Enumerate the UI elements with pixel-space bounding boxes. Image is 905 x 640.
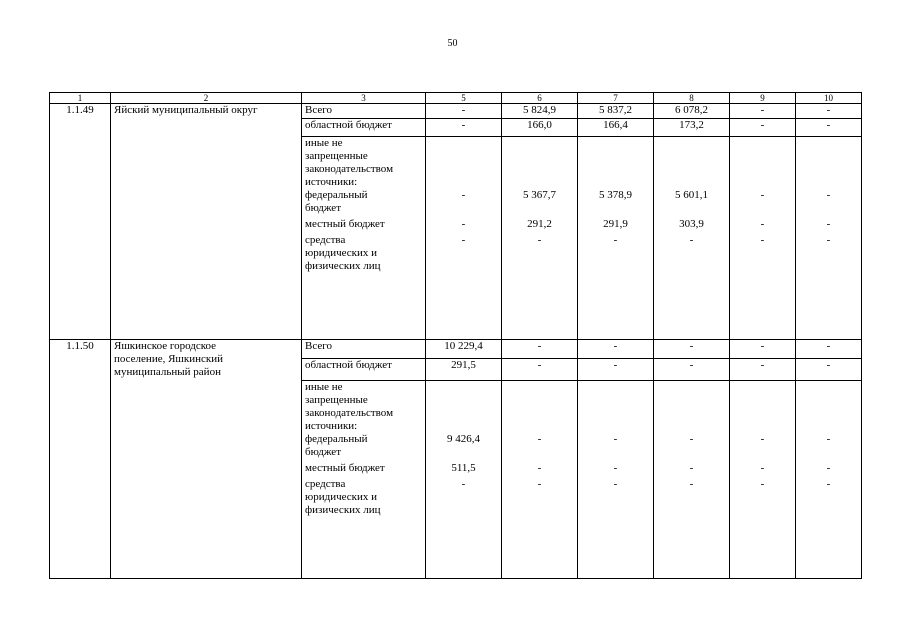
local-value: - (760, 462, 765, 474)
federal-value: 5 378,9 (599, 189, 632, 201)
row-name-line: Яйский муниципальный округ (114, 104, 258, 116)
total-value (796, 104, 862, 119)
column-header: 3 (302, 93, 426, 104)
regional-value (502, 359, 578, 381)
total-value (502, 104, 578, 119)
table-row (50, 340, 862, 359)
sources-value-cell (426, 381, 502, 579)
regional-label (302, 359, 426, 381)
federal-value: - (826, 189, 831, 201)
other-sources-line: источники: (305, 420, 358, 432)
local-value: - (461, 218, 466, 230)
legal-value: - (826, 478, 831, 490)
budget-table (49, 92, 862, 579)
other-sources-line: запрещенные (305, 150, 368, 162)
regional-value (796, 359, 862, 381)
total-value-text: - (760, 104, 765, 116)
regional-value (730, 119, 796, 137)
regional-value (796, 119, 862, 137)
column-header: 7 (578, 93, 654, 104)
legal-label-line: физических лиц (305, 504, 381, 516)
total-value-text: - (613, 340, 618, 352)
federal-value: 9 426,4 (447, 433, 480, 445)
total-value (654, 104, 730, 119)
legal-value: - (689, 234, 694, 246)
total-value-text: - (826, 104, 831, 116)
sources-value-cell (796, 137, 862, 340)
legal-value: - (760, 234, 765, 246)
sources-value-cell (502, 137, 578, 340)
total-value-text: - (760, 340, 765, 352)
row-name-line: поселение, Яшкинский (114, 353, 224, 365)
row-name-line: муниципальный район (114, 366, 221, 378)
local-value: 291,2 (527, 218, 552, 230)
other-sources-label (302, 381, 426, 579)
other-sources-label (302, 137, 426, 340)
sources-value-cell (730, 137, 796, 340)
regional-value (426, 119, 502, 137)
row-name-line: Яшкинское городское (114, 340, 217, 352)
federal-value: - (689, 433, 694, 445)
federal-value: - (826, 433, 831, 445)
federal-label-line: бюджет (305, 202, 341, 214)
row-id (50, 104, 111, 340)
legal-label-line: юридических и (305, 247, 378, 259)
row-name (111, 340, 302, 579)
local-value: - (760, 218, 765, 230)
row-name (111, 104, 302, 340)
column-header: 10 (796, 93, 862, 104)
total-label-text: Всего (305, 104, 332, 116)
federal-label-line: федеральный (305, 189, 368, 201)
local-value: - (826, 462, 831, 474)
total-value (502, 340, 578, 359)
total-value-text: 10 229,4 (444, 340, 483, 352)
regional-value-text: - (689, 359, 694, 371)
local-value: - (826, 218, 831, 230)
total-value (796, 340, 862, 359)
regional-value (654, 359, 730, 381)
other-sources-line: запрещенные (305, 394, 368, 406)
local-value: - (613, 462, 618, 474)
regional-value (578, 119, 654, 137)
total-value-text: 5 837,2 (599, 104, 632, 116)
federal-value: - (537, 433, 542, 445)
regional-value-text: 173,2 (679, 119, 704, 131)
sources-value-cell (578, 381, 654, 579)
sources-value-cell (796, 381, 862, 579)
regional-value (578, 359, 654, 381)
federal-value: - (461, 189, 466, 201)
sources-value-cell (654, 137, 730, 340)
local-value: 511,5 (451, 462, 476, 474)
other-sources-line: законодательством (305, 407, 394, 419)
regional-value-text: 166,4 (603, 119, 628, 131)
local-label: местный бюджет (305, 218, 385, 230)
column-header: 1 (50, 93, 111, 104)
regional-value-text: - (537, 359, 542, 371)
federal-label-line: бюджет (305, 446, 341, 458)
legal-value: - (537, 478, 542, 490)
other-sources-line: иные не (305, 381, 343, 393)
row-id-text: 1.1.50 (66, 340, 94, 352)
federal-value: 5 367,7 (523, 189, 556, 201)
legal-label-line: юридических и (305, 491, 378, 503)
local-value: - (689, 462, 694, 474)
row-id-text: 1.1.49 (66, 104, 94, 116)
regional-value-text: - (826, 359, 831, 371)
row-id (50, 340, 111, 579)
regional-value-text: - (613, 359, 618, 371)
total-value (426, 104, 502, 119)
other-sources-line: иные не (305, 137, 343, 149)
regional-value-text: 166,0 (527, 119, 552, 131)
federal-label-line: федеральный (305, 433, 368, 445)
total-value-text: - (689, 340, 694, 352)
total-label (302, 340, 426, 359)
local-value: - (537, 462, 542, 474)
column-header: 9 (730, 93, 796, 104)
federal-value: - (613, 433, 618, 445)
federal-value: - (760, 189, 765, 201)
column-header: 5 (426, 93, 502, 104)
regional-value (502, 119, 578, 137)
local-value: 291,9 (603, 218, 628, 230)
legal-value: - (826, 234, 831, 246)
regional-value-text: - (760, 359, 765, 371)
header-row (50, 93, 862, 104)
regional-label (302, 119, 426, 137)
total-value-text: - (537, 340, 542, 352)
legal-value: - (461, 234, 466, 246)
regional-value (730, 359, 796, 381)
sources-value-cell (578, 137, 654, 340)
legal-value: - (613, 234, 618, 246)
total-value (578, 104, 654, 119)
total-value (730, 340, 796, 359)
legal-label-line: физических лиц (305, 260, 381, 272)
legal-label-line: средства (305, 234, 346, 246)
regional-value (426, 359, 502, 381)
legal-value: - (461, 478, 466, 490)
legal-value: - (537, 234, 542, 246)
sources-value-cell (426, 137, 502, 340)
total-value-text: - (461, 104, 466, 116)
federal-value: - (760, 433, 765, 445)
regional-label-text: областной бюджет (305, 119, 392, 131)
legal-value: - (760, 478, 765, 490)
legal-value: - (689, 478, 694, 490)
legal-label-line: средства (305, 478, 346, 490)
federal-value: 5 601,1 (675, 189, 708, 201)
regional-value-text: - (826, 119, 831, 131)
total-value (426, 340, 502, 359)
sources-value-cell (730, 381, 796, 579)
page-number: 50 (447, 38, 458, 49)
total-label (302, 104, 426, 119)
regional-value (654, 119, 730, 137)
regional-value-text: - (760, 119, 765, 131)
local-label: местный бюджет (305, 462, 385, 474)
regional-value-text: - (461, 119, 466, 131)
legal-value: - (613, 478, 618, 490)
total-value-text: - (826, 340, 831, 352)
sources-value-cell (654, 381, 730, 579)
regional-label-text: областной бюджет (305, 359, 392, 371)
column-header: 8 (654, 93, 730, 104)
total-value-text: 5 824,9 (523, 104, 556, 116)
total-label-text: Всего (305, 340, 332, 352)
total-value (578, 340, 654, 359)
other-sources-line: законодательством (305, 163, 394, 175)
column-header: 2 (111, 93, 302, 104)
regional-value-text: 291,5 (451, 359, 476, 371)
table-row (50, 104, 862, 119)
local-value: 303,9 (679, 218, 704, 230)
other-sources-line: источники: (305, 176, 358, 188)
total-value (730, 104, 796, 119)
total-value-text: 6 078,2 (675, 104, 708, 116)
column-header: 6 (502, 93, 578, 104)
total-value (654, 340, 730, 359)
sources-value-cell (502, 381, 578, 579)
